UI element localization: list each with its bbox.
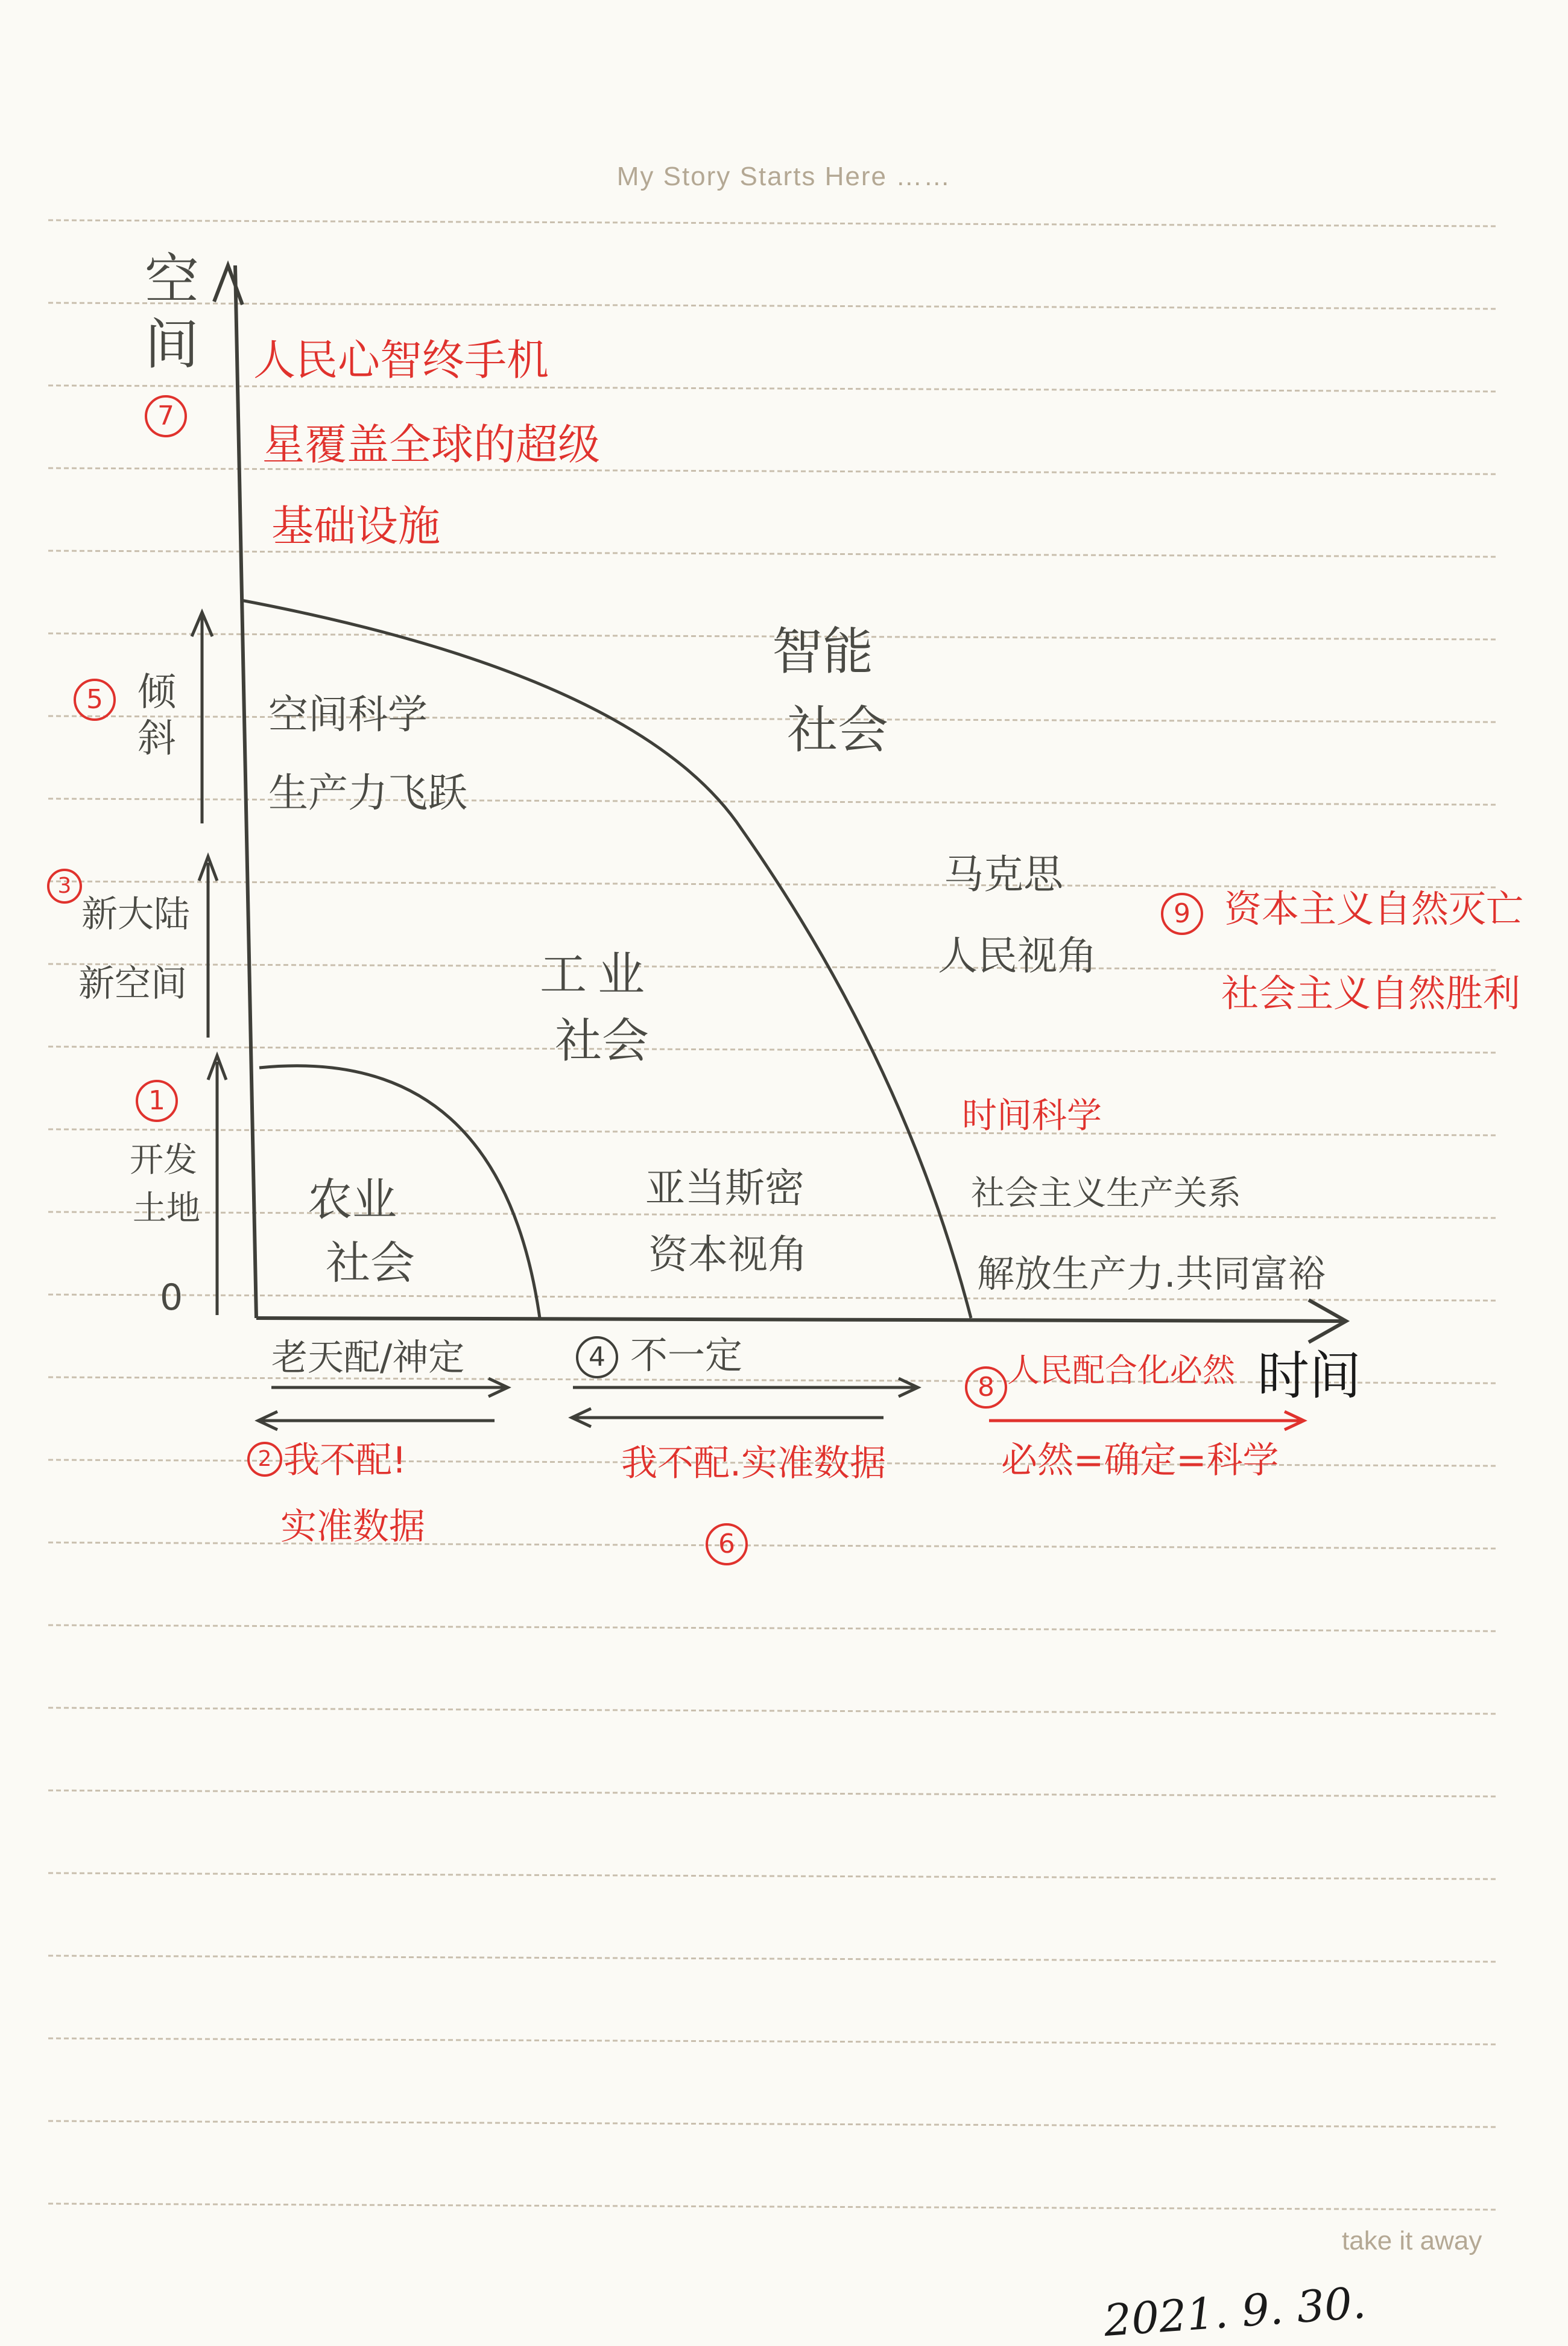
note-tilt: 倾斜 — [138, 670, 176, 761]
ruled-line — [48, 1212, 1496, 1218]
ruled-line — [48, 964, 1496, 970]
page-header: My Story Starts Here …… — [616, 162, 952, 191]
region-industry-line1: 工业 — [540, 948, 656, 1002]
ruled-line — [48, 2038, 1496, 2044]
red-note-7-line3: 基础设施 — [271, 501, 440, 551]
circle-8: 8 — [965, 1366, 1007, 1409]
date-signature: 2021. 9. 30. — [1102, 2277, 1368, 2346]
arrow-uncertain-left — [572, 1409, 884, 1427]
red-note-i-dont: 我不配.实准数据 — [621, 1442, 887, 1485]
circle-2: 2 — [247, 1442, 282, 1477]
note-land: 土地 — [133, 1189, 200, 1228]
note-marx: 马克思 — [944, 851, 1063, 898]
note-liberate-productivity: 解放生产力.共同富裕 — [977, 1252, 1326, 1296]
ruled-line — [48, 1129, 1496, 1135]
arrow-new-continent — [199, 857, 217, 1038]
red-note-necessity: 必然=确定=科学 — [1001, 1439, 1279, 1482]
note-social-relations: 社会主义生产关系 — [971, 1174, 1241, 1213]
circle-1: 1 — [136, 1080, 178, 1122]
ruled-line — [48, 1873, 1496, 1879]
note-develop: 开发 — [130, 1141, 197, 1180]
ruled-line — [48, 551, 1496, 557]
ruled-line — [48, 799, 1496, 805]
region-agri-line2: 社会 — [326, 1237, 415, 1289]
ruled-line — [48, 1542, 1496, 1549]
region-intel-line2: 社会 — [787, 700, 889, 759]
y-axis — [214, 265, 256, 1318]
note-new-space: 新空间 — [78, 963, 187, 1005]
ruled-line — [48, 716, 1496, 722]
origin-label: 0 — [160, 1276, 183, 1319]
region-agri-line1: 农业 — [308, 1174, 397, 1226]
region-industry-line2: 社会 — [555, 1014, 650, 1068]
note-productivity-leap: 生产力飞跃 — [268, 770, 467, 816]
ruled-line — [48, 1047, 1496, 1053]
arrow-certain — [192, 612, 212, 823]
ruled-line — [48, 1625, 1496, 1631]
circle-5: 5 — [74, 679, 116, 721]
red-note-9-line2: 社会主义自然胜利 — [1221, 971, 1521, 1015]
ruled-line — [48, 1790, 1496, 1796]
note-uncertain: 不一定 — [630, 1333, 743, 1377]
red-note-dare-not: 我不配! — [283, 1439, 407, 1482]
circle-9: 9 — [1161, 893, 1203, 935]
ruled-lines — [48, 220, 1496, 2210]
arrow-god-given-right — [271, 1378, 508, 1397]
note-new-continent: 新大陆 — [81, 893, 190, 936]
ruled-line — [48, 2121, 1496, 2127]
red-note-7-line2: 星覆盖全球的超级 — [262, 420, 600, 469]
note-capital-view: 资本视角 — [648, 1231, 808, 1278]
arrow-develop-land — [208, 1056, 226, 1315]
ruled-line — [48, 1708, 1496, 1714]
note-space-science: 空间科学 — [268, 691, 428, 738]
ruled-line — [48, 220, 1496, 226]
red-note-time-science: 时间科学 — [962, 1095, 1102, 1136]
note-people-view: 人民视角 — [938, 933, 1097, 979]
red-note-reality: 实准数据 — [280, 1506, 425, 1548]
circle-3: 3 — [47, 869, 82, 904]
red-note-people-fit: 人民配合化必然 — [1007, 1351, 1235, 1389]
arrow-god-given-left — [258, 1412, 495, 1430]
ruled-line — [48, 385, 1496, 392]
arrow-necessity — [989, 1412, 1304, 1430]
red-note-7-line1: 人民心智终手机 — [253, 335, 549, 385]
note-adam-smith: 亚当斯密 — [645, 1165, 805, 1211]
circle-7: 7 — [145, 395, 187, 437]
region-intel-line1: 智能 — [772, 622, 874, 681]
note-god-given: 老天配/神定 — [271, 1337, 465, 1379]
x-axis-label: 时间 — [1257, 1346, 1361, 1406]
circle-4: 4 — [576, 1336, 618, 1378]
red-note-9-line1: 资本主义自然灭亡 — [1224, 887, 1524, 931]
ruled-line — [48, 303, 1496, 309]
page-footer: take it away — [1342, 2226, 1482, 2256]
ruled-line — [48, 1956, 1496, 1962]
circle-6: 6 — [706, 1523, 748, 1565]
y-axis-label: 空间 — [145, 248, 199, 376]
ruled-line — [48, 2204, 1496, 2210]
